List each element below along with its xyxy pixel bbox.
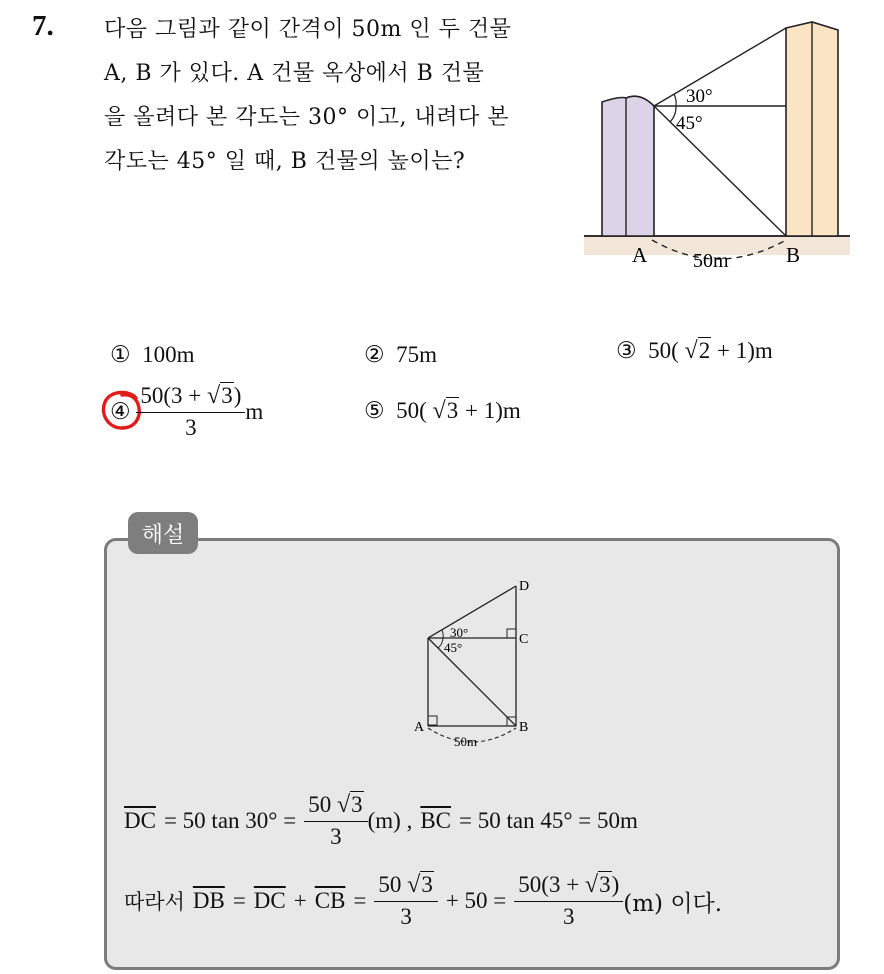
fraction: $\frac{50 √3}{3}$	[304, 792, 367, 850]
angle-45-label: 45°	[676, 113, 703, 134]
option-mark: ③	[616, 338, 637, 363]
solution-equation-1: $\overline{DC}$ = 50 tan 30° = $\frac{50 √3}{3}$ (m) , $\overline{BC}$ = 50 tan 45° = 50m	[124, 792, 638, 849]
fraction: $\frac{50 √3}{3}$	[374, 872, 437, 930]
label-b: B	[786, 243, 801, 267]
fraction: $\frac{50(3 + √3)}{3}$	[136, 383, 245, 441]
option-5[interactable]: ⑤ 50( √3 + 1)m	[364, 398, 521, 424]
option-4[interactable]: ④ $\frac{50(3 + √3)}{3}$ m	[110, 383, 264, 440]
label-d: D	[519, 579, 530, 594]
option-1[interactable]	[110, 342, 195, 368]
question-number: 7.	[32, 10, 54, 42]
option-2[interactable]	[364, 342, 437, 368]
label-c: C	[519, 632, 529, 647]
distance-label: 50m	[693, 250, 729, 272]
label-a: A	[632, 243, 648, 267]
solution-tag: 해설	[128, 512, 198, 554]
question-line: 을 올려다 본 각도는 30° 이고, 내려다 본	[104, 105, 509, 130]
distance-label: 50m	[454, 734, 478, 749]
sqrt: √3	[432, 398, 459, 424]
option-mark: ②	[364, 342, 385, 367]
question-line: A, B 가 있다. A 건물 옥상에서 B 건물	[104, 61, 485, 86]
option-mark: ⑤	[364, 398, 385, 423]
sqrt: √2	[684, 338, 711, 364]
question-text	[104, 8, 564, 184]
question-line: 다음 그림과 같이 간격이 50m 인 두 건물	[104, 17, 512, 42]
label-a: A	[414, 720, 425, 735]
angle-30-label: 30°	[450, 625, 469, 640]
option-text: 75m	[396, 342, 438, 367]
solution-figure	[412, 576, 542, 750]
building-a	[602, 96, 654, 236]
option-text: 100m	[142, 342, 195, 367]
buildings-figure	[580, 12, 855, 274]
label-b: B	[519, 720, 529, 735]
option-mark: ④	[110, 399, 131, 424]
angle-30-label: 30°	[686, 86, 713, 107]
solution-equation-2: 따라서 $\overline{DB}$ = $\overline{DC}$ + $\overline{CB}$ = $\frac{50 √3}{3}$ + 50 = $\frac{50(3 + √3)}{3}$ (m) 이다.	[124, 872, 723, 929]
option-3[interactable]: ③ 50( √2 + 1)m	[616, 338, 773, 364]
question-line: 각도는 45° 일 때, B 건물의 높이는?	[104, 149, 466, 174]
option-mark: ①	[110, 342, 131, 367]
angle-45-label: 45°	[444, 640, 463, 655]
fraction: $\frac{50(3 + √3)}{3}$	[514, 872, 623, 930]
